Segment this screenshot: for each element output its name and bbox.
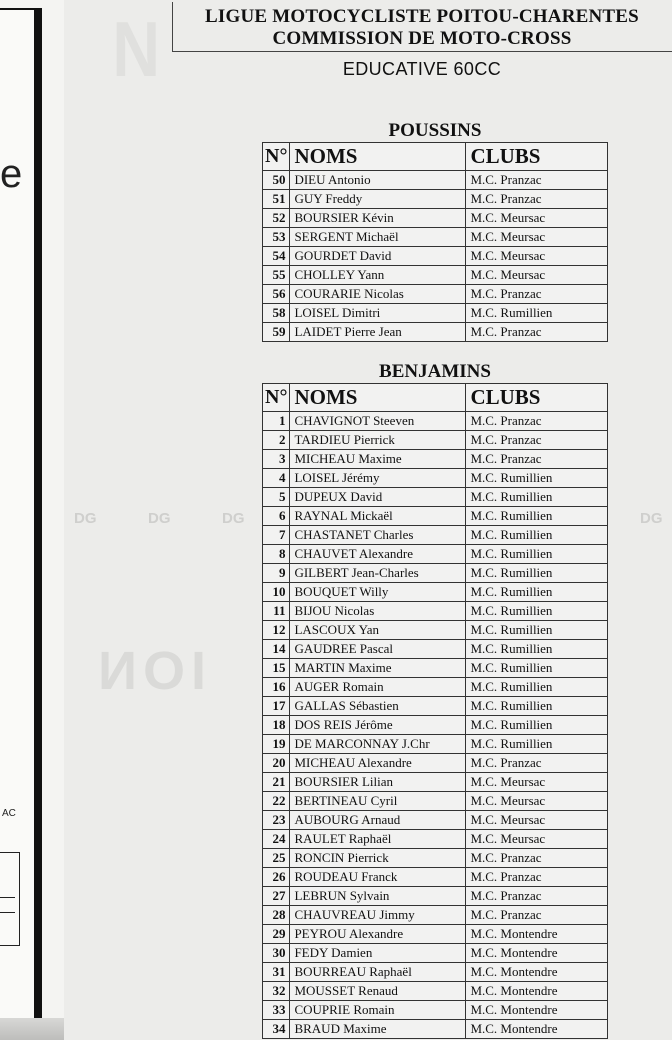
rider-club: M.C. Pranzac xyxy=(466,190,608,209)
fragment-box xyxy=(0,852,20,946)
table-row xyxy=(263,545,608,564)
rider-club: M.C. Meursac xyxy=(466,811,608,830)
table-row xyxy=(263,982,608,1001)
rider-name: MOUSSET Renaud xyxy=(290,982,466,1001)
rider-number: 21 xyxy=(263,773,290,792)
rider-number: 25 xyxy=(263,849,290,868)
page-edge-shadow xyxy=(0,1018,64,1040)
rider-club: M.C. Pranzac xyxy=(466,906,608,925)
table-row xyxy=(263,925,608,944)
poussins-title: POUSSINS xyxy=(388,120,482,141)
rider-name: LEBRUN Sylvain xyxy=(290,887,466,906)
rider-number: 30 xyxy=(263,944,290,963)
rider-number: 6 xyxy=(263,507,290,526)
table-row xyxy=(263,754,608,773)
rider-club: M.C. Meursac xyxy=(466,247,608,266)
table-row xyxy=(263,621,608,640)
rider-club: M.C. Montendre xyxy=(466,925,608,944)
table-row xyxy=(263,792,608,811)
table-row xyxy=(263,209,608,228)
rider-number: 58 xyxy=(263,304,290,323)
table-header-row xyxy=(263,384,608,412)
table-row xyxy=(263,716,608,735)
table-row xyxy=(263,412,608,431)
rider-name: GALLAS Sébastien xyxy=(290,697,466,716)
rider-club: M.C. Meursac xyxy=(466,228,608,247)
table-row xyxy=(263,678,608,697)
table-row xyxy=(263,697,608,716)
rider-number: 50 xyxy=(263,171,290,190)
rider-number: 17 xyxy=(263,697,290,716)
rider-name: FEDY Damien xyxy=(290,944,466,963)
rider-number: 22 xyxy=(263,792,290,811)
table-row xyxy=(263,659,608,678)
commission-title: COMMISSION DE MOTO-CROSS xyxy=(272,28,572,49)
table-row xyxy=(263,488,608,507)
rider-name: BOURREAU Raphaël xyxy=(290,963,466,982)
rider-club: M.C. Montendre xyxy=(466,944,608,963)
rider-name: GILBERT Jean-Charles xyxy=(290,564,466,583)
rider-number: 52 xyxy=(263,209,290,228)
poussins-table xyxy=(262,142,608,342)
rider-club: M.C. Meursac xyxy=(466,266,608,285)
rider-club: M.C. Rumillien xyxy=(466,304,608,323)
column-header-number: N° xyxy=(263,143,290,171)
rider-club: M.C. Pranzac xyxy=(466,171,608,190)
rider-club: M.C. Pranzac xyxy=(466,849,608,868)
table-row xyxy=(263,602,608,621)
rider-number: 33 xyxy=(263,1001,290,1020)
rider-club: M.C. Montendre xyxy=(466,1001,608,1020)
rider-name: LASCOUX Yan xyxy=(290,621,466,640)
rider-name: DUPEUX David xyxy=(290,488,466,507)
rider-number: 8 xyxy=(263,545,290,564)
rider-name: AUGER Romain xyxy=(290,678,466,697)
rider-number: 26 xyxy=(263,868,290,887)
rider-club: M.C. Meursac xyxy=(466,830,608,849)
table-row xyxy=(263,583,608,602)
rider-number: 14 xyxy=(263,640,290,659)
table-row xyxy=(263,773,608,792)
table-row xyxy=(263,171,608,190)
rider-club: M.C. Rumillien xyxy=(466,507,608,526)
rider-club: M.C. Pranzac xyxy=(466,887,608,906)
table-row xyxy=(263,887,608,906)
rider-number: 53 xyxy=(263,228,290,247)
rider-number: 11 xyxy=(263,602,290,621)
rider-name: PEYROU Alexandre xyxy=(290,925,466,944)
rider-name: BERTINEAU Cyril xyxy=(290,792,466,811)
watermark-dg: DG xyxy=(74,510,97,527)
rider-name: BOUQUET Willy xyxy=(290,583,466,602)
column-header-clubs: CLUBS xyxy=(466,143,608,171)
table-row xyxy=(263,811,608,830)
rider-number: 32 xyxy=(263,982,290,1001)
rider-number: 51 xyxy=(263,190,290,209)
rider-club: M.C. Rumillien xyxy=(466,659,608,678)
watermark-dg: DG xyxy=(148,510,171,527)
rider-name: CHAVIGNOT Steeven xyxy=(290,412,466,431)
rider-number: 19 xyxy=(263,735,290,754)
category-title: EDUCATIVE 60CC xyxy=(342,59,502,79)
rider-name: DIEU Antonio xyxy=(290,171,466,190)
watermark-letter: N xyxy=(112,5,161,93)
rider-name: RAULET Raphaël xyxy=(290,830,466,849)
rider-number: 34 xyxy=(263,1020,290,1039)
rider-club: M.C. Rumillien xyxy=(466,621,608,640)
benjamins-title: BENJAMINS xyxy=(379,361,491,382)
rider-name: COUPRIE Romain xyxy=(290,1001,466,1020)
rider-number: 1 xyxy=(263,412,290,431)
rider-name: LOISEL Dimitri xyxy=(290,304,466,323)
column-header-names: NOMS xyxy=(290,384,466,412)
rider-number: 54 xyxy=(263,247,290,266)
rider-name: CHAUVREAU Jimmy xyxy=(290,906,466,925)
rider-number: 28 xyxy=(263,906,290,925)
rider-name: BOURSIER Lilian xyxy=(290,773,466,792)
rider-number: 29 xyxy=(263,925,290,944)
benjamins-table xyxy=(262,383,608,1039)
table-row xyxy=(263,285,608,304)
rider-number: 10 xyxy=(263,583,290,602)
table-row xyxy=(263,1020,608,1039)
rider-club: M.C. Pranzac xyxy=(466,323,608,342)
rider-club: M.C. Pranzac xyxy=(466,412,608,431)
watermark-ion: ION xyxy=(92,641,207,701)
rider-name: TARDIEU Pierrick xyxy=(290,431,466,450)
previous-page-fragment xyxy=(0,0,64,1040)
table-row xyxy=(263,323,608,342)
rider-number: 31 xyxy=(263,963,290,982)
table-row xyxy=(263,868,608,887)
table-row xyxy=(263,906,608,925)
column-header-names: NOMS xyxy=(290,143,466,171)
rider-number: 2 xyxy=(263,431,290,450)
rider-number: 59 xyxy=(263,323,290,342)
rider-number: 3 xyxy=(263,450,290,469)
rider-number: 55 xyxy=(263,266,290,285)
rider-name: COURARIE Nicolas xyxy=(290,285,466,304)
rider-name: BOURSIER Kévin xyxy=(290,209,466,228)
rider-club: M.C. Pranzac xyxy=(466,285,608,304)
table-row xyxy=(263,830,608,849)
rider-number: 16 xyxy=(263,678,290,697)
rider-club: M.C. Rumillien xyxy=(466,697,608,716)
table-row xyxy=(263,1001,608,1020)
rider-number: 56 xyxy=(263,285,290,304)
table-row xyxy=(263,469,608,488)
rider-name: BRAUD Maxime xyxy=(290,1020,466,1039)
rider-club: M.C. Pranzac xyxy=(466,868,608,887)
watermark-dg: DG xyxy=(640,510,663,527)
rider-name: CHAUVET Alexandre xyxy=(290,545,466,564)
table-row xyxy=(263,507,608,526)
rider-name: RAYNAL Mickaël xyxy=(290,507,466,526)
rider-number: 7 xyxy=(263,526,290,545)
rider-club: M.C. Montendre xyxy=(466,982,608,1001)
rider-club: M.C. Rumillien xyxy=(466,602,608,621)
rider-club: M.C. Rumillien xyxy=(466,678,608,697)
rider-number: 23 xyxy=(263,811,290,830)
table-row xyxy=(263,304,608,323)
table-row xyxy=(263,190,608,209)
rider-name: AUBOURG Arnaud xyxy=(290,811,466,830)
table-row xyxy=(263,247,608,266)
rider-name: LAIDET Pierre Jean xyxy=(290,323,466,342)
column-header-number: N° xyxy=(263,384,290,412)
table-header-row xyxy=(263,143,608,171)
rider-club: M.C. Rumillien xyxy=(466,488,608,507)
rider-number: 9 xyxy=(263,564,290,583)
rider-name: DOS REIS Jérôme xyxy=(290,716,466,735)
table-row xyxy=(263,944,608,963)
rider-name: SERGENT Michaël xyxy=(290,228,466,247)
rider-club: M.C. Rumillien xyxy=(466,526,608,545)
rider-number: 5 xyxy=(263,488,290,507)
table-row xyxy=(263,526,608,545)
rider-number: 20 xyxy=(263,754,290,773)
rider-name: RONCIN Pierrick xyxy=(290,849,466,868)
table-row xyxy=(263,228,608,247)
column-header-clubs: CLUBS xyxy=(466,384,608,412)
fragment-text: AC xyxy=(2,808,16,819)
rider-number: 12 xyxy=(263,621,290,640)
rider-number: 24 xyxy=(263,830,290,849)
rider-club: M.C. Montendre xyxy=(466,963,608,982)
table-row xyxy=(263,640,608,659)
table-row xyxy=(263,431,608,450)
rider-club: M.C. Meursac xyxy=(466,209,608,228)
table-row xyxy=(263,963,608,982)
fragment-letter: e xyxy=(0,152,23,196)
rider-club: M.C. Pranzac xyxy=(466,450,608,469)
rider-club: M.C. Montendre xyxy=(466,1020,608,1039)
rider-number: 18 xyxy=(263,716,290,735)
rider-name: CHOLLEY Yann xyxy=(290,266,466,285)
rider-name: MICHEAU Alexandre xyxy=(290,754,466,773)
rider-name: GOURDET David xyxy=(290,247,466,266)
rider-club: M.C. Pranzac xyxy=(466,754,608,773)
rider-club: M.C. Rumillien xyxy=(466,640,608,659)
rider-club: M.C. Rumillien xyxy=(466,716,608,735)
rider-club: M.C. Rumillien xyxy=(466,545,608,564)
rider-name: MARTIN Maxime xyxy=(290,659,466,678)
rider-club: M.C. Rumillien xyxy=(466,469,608,488)
rider-club: M.C. Pranzac xyxy=(466,431,608,450)
watermark-dg: DG xyxy=(222,510,245,527)
league-title: LIGUE MOTOCYCLISTE POITOU-CHARENTES xyxy=(205,6,639,27)
rider-name: ROUDEAU Franck xyxy=(290,868,466,887)
rider-club: M.C. Meursac xyxy=(466,773,608,792)
rider-club: M.C. Meursac xyxy=(466,792,608,811)
table-row xyxy=(263,450,608,469)
rider-name: MICHEAU Maxime xyxy=(290,450,466,469)
table-row xyxy=(263,735,608,754)
rider-name: LOISEL Jérémy xyxy=(290,469,466,488)
rider-name: DE MARCONNAY J.Chr xyxy=(290,735,466,754)
rider-club: M.C. Rumillien xyxy=(466,735,608,754)
rider-name: CHASTANET Charles xyxy=(290,526,466,545)
rider-club: M.C. Rumillien xyxy=(466,564,608,583)
rider-name: GUY Freddy xyxy=(290,190,466,209)
table-row xyxy=(263,849,608,868)
table-row xyxy=(263,564,608,583)
table-row xyxy=(263,266,608,285)
rider-number: 4 xyxy=(263,469,290,488)
rider-club: M.C. Rumillien xyxy=(466,583,608,602)
rider-number: 15 xyxy=(263,659,290,678)
rider-number: 27 xyxy=(263,887,290,906)
rider-name: GAUDREE Pascal xyxy=(290,640,466,659)
rider-name: BIJOU Nicolas xyxy=(290,602,466,621)
